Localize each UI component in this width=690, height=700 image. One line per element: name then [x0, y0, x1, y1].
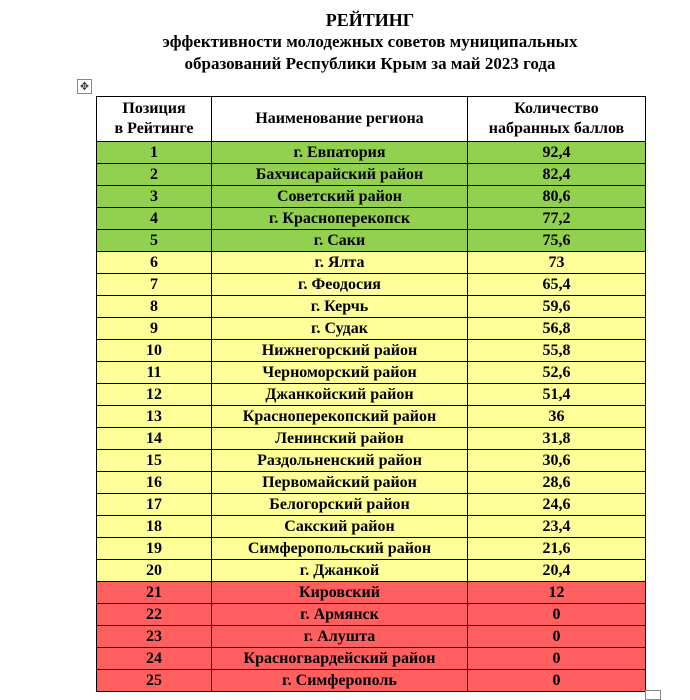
cell-position: 5	[97, 230, 212, 252]
cell-region-name: г. Евпатория	[212, 142, 468, 164]
table-row	[97, 428, 646, 450]
cell-region-name: Красноперекопский район	[212, 406, 468, 428]
cell-score: 77,2	[468, 208, 646, 230]
cell-region-name: Ленинский район	[212, 428, 468, 450]
table-row	[97, 274, 646, 296]
title-subtitle-line-1: эффективности молодежных советов муниципальных	[162, 32, 578, 51]
cell-region-name: Белогорский район	[212, 494, 468, 516]
document-title	[0, 9, 690, 75]
cell-score: 0	[468, 648, 646, 670]
cell-position: 8	[97, 296, 212, 318]
table-row	[97, 626, 646, 648]
header-region-name: Наименование региона	[212, 97, 468, 142]
cell-region-name: г. Саки	[212, 230, 468, 252]
cell-region-name: г. Феодосия	[212, 274, 468, 296]
cell-region-name: Черноморский район	[212, 362, 468, 384]
cell-region-name: Первомайский район	[212, 472, 468, 494]
cell-score: 36	[468, 406, 646, 428]
table-row	[97, 648, 646, 670]
table-row	[97, 450, 646, 472]
cell-score: 75,6	[468, 230, 646, 252]
table-row	[97, 472, 646, 494]
cell-position: 25	[97, 670, 212, 692]
cell-score: 0	[468, 670, 646, 692]
header-position	[97, 97, 212, 142]
table-row	[97, 538, 646, 560]
cell-region-name: г. Армянск	[212, 604, 468, 626]
cell-position: 12	[97, 384, 212, 406]
cell-score: 30,6	[468, 450, 646, 472]
cell-region-name: Кировский	[212, 582, 468, 604]
table-row	[97, 318, 646, 340]
cell-score: 23,4	[468, 516, 646, 538]
table-row	[97, 384, 646, 406]
cell-score: 59,6	[468, 296, 646, 318]
cell-position: 2	[97, 164, 212, 186]
cell-score: 12	[468, 582, 646, 604]
table-row	[97, 516, 646, 538]
cell-region-name: Сакский район	[212, 516, 468, 538]
cell-region-name: Джанкойский район	[212, 384, 468, 406]
cell-position: 3	[97, 186, 212, 208]
table-header-row	[97, 97, 646, 142]
table-row	[97, 604, 646, 626]
cell-score: 52,6	[468, 362, 646, 384]
table-row	[97, 252, 646, 274]
cell-region-name: г. Джанкой	[212, 560, 468, 582]
cell-score: 31,8	[468, 428, 646, 450]
cell-region-name: Красногвардейский район	[212, 648, 468, 670]
cell-region-name: г. Алушта	[212, 626, 468, 648]
cell-position: 19	[97, 538, 212, 560]
cell-position: 21	[97, 582, 212, 604]
cell-score: 28,6	[468, 472, 646, 494]
cell-position: 22	[97, 604, 212, 626]
rating-table	[96, 96, 646, 692]
title-subtitle-line-2: образований Республики Крым за май 2023 года	[184, 54, 556, 73]
cell-score: 82,4	[468, 164, 646, 186]
cell-score: 92,4	[468, 142, 646, 164]
cell-position: 4	[97, 208, 212, 230]
table-resize-handle-icon[interactable]	[645, 690, 661, 700]
cell-position: 11	[97, 362, 212, 384]
cell-position: 18	[97, 516, 212, 538]
cell-position: 10	[97, 340, 212, 362]
cell-score: 73	[468, 252, 646, 274]
table-row	[97, 164, 646, 186]
table-row	[97, 670, 646, 692]
cell-position: 16	[97, 472, 212, 494]
cell-position: 9	[97, 318, 212, 340]
header-score	[468, 97, 646, 142]
cell-position: 13	[97, 406, 212, 428]
cell-position: 14	[97, 428, 212, 450]
cell-region-name: Бахчисарайский район	[212, 164, 468, 186]
cell-position: 7	[97, 274, 212, 296]
table-row	[97, 208, 646, 230]
title-heading: РЕЙТИНГ	[325, 10, 415, 30]
cell-score: 65,4	[468, 274, 646, 296]
cell-score: 0	[468, 604, 646, 626]
cell-score: 0	[468, 626, 646, 648]
cell-position: 6	[97, 252, 212, 274]
cell-position: 23	[97, 626, 212, 648]
table-row	[97, 340, 646, 362]
cell-score: 80,6	[468, 186, 646, 208]
table-row	[97, 494, 646, 516]
table-row	[97, 230, 646, 252]
cell-region-name: г. Судак	[212, 318, 468, 340]
cell-score: 20,4	[468, 560, 646, 582]
cell-region-name: Раздольненский район	[212, 450, 468, 472]
header-score-line-1: Количество	[514, 100, 599, 117]
header-score-line-2: набранных баллов	[488, 120, 625, 137]
cell-score: 56,8	[468, 318, 646, 340]
cell-position: 1	[97, 142, 212, 164]
table-row	[97, 560, 646, 582]
header-position-line-1: Позиция	[122, 100, 186, 117]
cell-region-name: г. Керчь	[212, 296, 468, 318]
table-row	[97, 582, 646, 604]
cell-region-name: Нижнегорский район	[212, 340, 468, 362]
table-row	[97, 362, 646, 384]
cell-region-name: Симферопольский район	[212, 538, 468, 560]
cell-score: 24,6	[468, 494, 646, 516]
cell-position: 15	[97, 450, 212, 472]
cell-score: 21,6	[468, 538, 646, 560]
cell-region-name: г. Ялта	[212, 252, 468, 274]
table-row	[97, 186, 646, 208]
cell-position: 20	[97, 560, 212, 582]
table-row	[97, 142, 646, 164]
cell-region-name: Советский район	[212, 186, 468, 208]
cell-position: 17	[97, 494, 212, 516]
cell-region-name: г. Симферополь	[212, 670, 468, 692]
table-row	[97, 296, 646, 318]
table-move-handle-icon[interactable]: ✥	[77, 79, 92, 94]
header-position-line-2: в Рейтинге	[114, 120, 194, 137]
cell-region-name: г. Красноперекопск	[212, 208, 468, 230]
cell-position: 24	[97, 648, 212, 670]
cell-score: 51,4	[468, 384, 646, 406]
table-row	[97, 406, 646, 428]
cell-score: 55,8	[468, 340, 646, 362]
